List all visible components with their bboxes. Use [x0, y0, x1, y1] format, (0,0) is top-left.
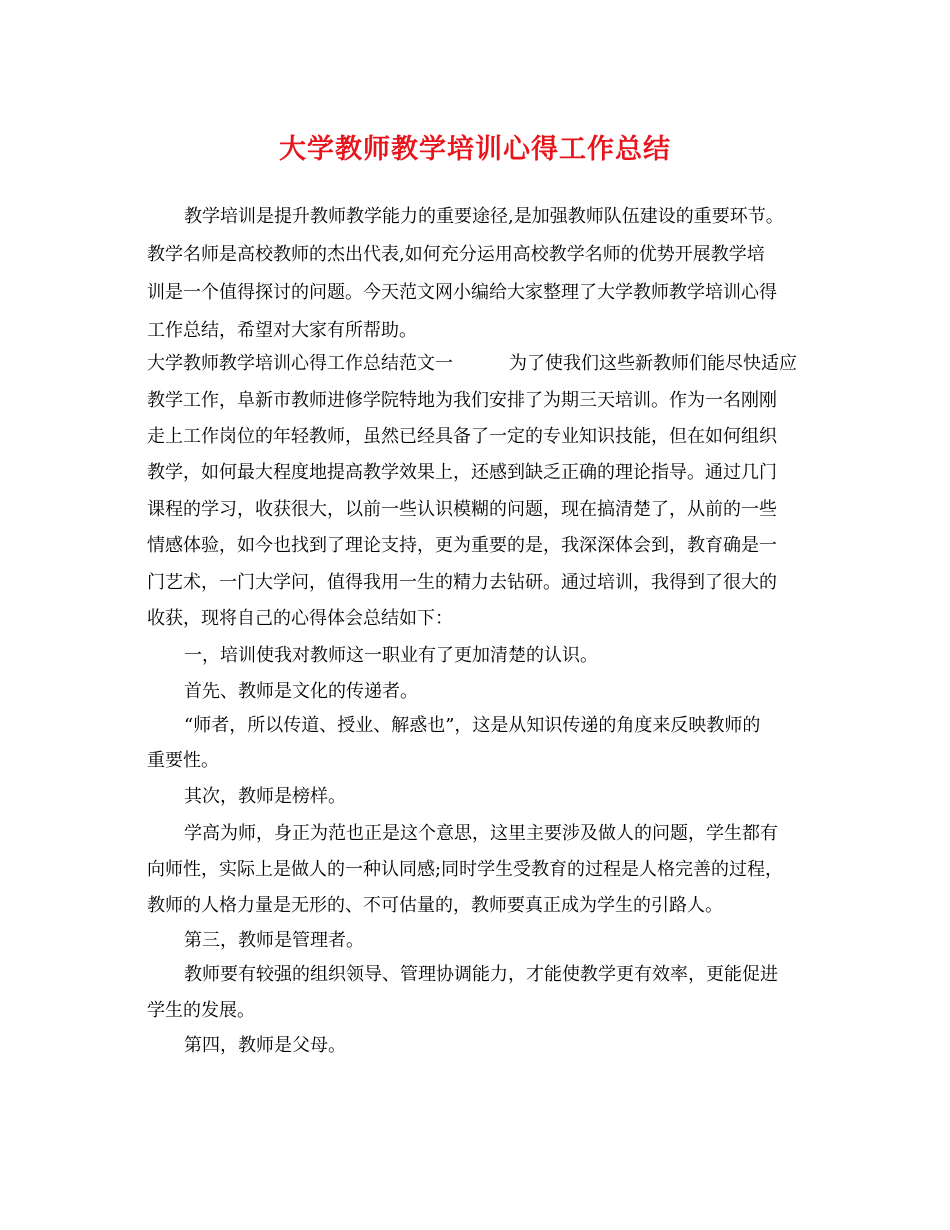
paragraph-line: 门艺术，一门大学问，值得我用一生的精力去钻研。通过培训，我得到了很大的: [147, 572, 777, 593]
section-heading: 一，培训使我对教师这一职业有了更加清楚的认识。: [184, 645, 598, 666]
paragraph-line: 教学培训是提升教师教学能力的重要途径,是加强教师队伍建设的重要环节。: [184, 206, 784, 227]
quote-line: “师者，所以传道、授业、解惑也”，这是从知识传递的角度来反映教师的: [184, 715, 761, 736]
paragraph-line: 教学名师是高校教师的杰出代表,如何充分运用高校教学名师的优势开展教学培: [147, 244, 765, 265]
paragraph-line: 其次，教师是榜样。: [184, 786, 346, 807]
paragraph-line: 学高为师，身正为范也正是这个意思，这里主要涉及做人的问题，学生都有: [184, 823, 778, 844]
paragraph-line: 教学工作，阜新市教师进修学院特地为我们安排了为期三天培训。作为一名刚刚: [147, 390, 777, 411]
paragraph-line: 第四，教师是父母。: [184, 1035, 346, 1056]
paragraph-line: 向师性，实际上是做人的一种认同感;同时学生受教育的过程是人格完善的过程，: [147, 859, 784, 880]
paragraph-text: 为了使我们这些新教师们能尽快适应: [509, 353, 797, 374]
paragraph-line: 课程的学习，收获很大，以前一些认识模糊的问题，现在搞清楚了，从前的一些: [147, 499, 777, 520]
paragraph-line: 情感体验，如今也找到了理论支持，更为重要的是，我深深体会到，教育确是一: [147, 535, 777, 556]
paragraph-line: 工作总结，希望对大家有所帮助。: [147, 320, 417, 341]
paragraph-line: 首先、教师是文化的传递者。: [184, 681, 418, 702]
paragraph-line: 教学，如何最大程度地提高教学效果上，还感到缺乏正确的理论指导。通过几门: [147, 462, 777, 483]
paragraph-line: 第三，教师是管理者。: [184, 930, 364, 951]
document-title: 大学教师教学培训心得工作总结: [279, 134, 671, 165]
sample-heading: 大学教师教学培训心得工作总结范文一: [147, 353, 453, 374]
sample-heading-line: [147, 346, 797, 382]
paragraph-line: 教师要有较强的组织领导、管理协调能力，才能使教学更有效率，更能促进: [184, 964, 778, 985]
paragraph-line: 走上工作岗位的年轻教师，虽然已经具备了一定的专业知识技能，但在如何组织: [147, 426, 777, 447]
paragraph-line: 重要性。: [147, 750, 219, 771]
paragraph-line: 训是一个值得探讨的问题。今天范文网小编给大家整理了大学教师教学培训心得: [147, 282, 777, 303]
paragraph-line: 收获，现将自己的心得体会总结如下：: [147, 608, 453, 629]
paragraph-line: 教师的人格力量是无形的、不可估量的，教师要真正成为学生的引路人。: [147, 895, 723, 916]
paragraph-line: 学生的发展。: [147, 1000, 255, 1021]
